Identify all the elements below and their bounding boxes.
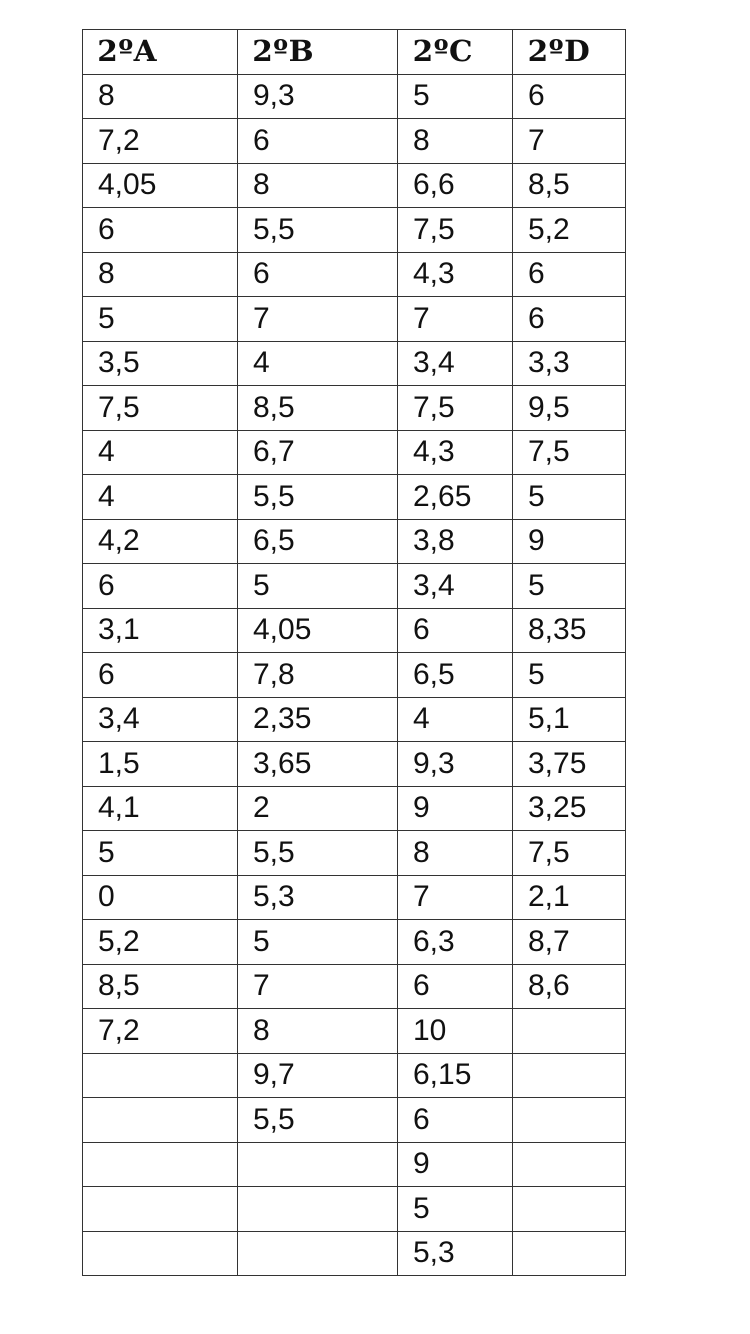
grade-cell-2c: 7 — [398, 297, 513, 342]
grade-cell-2b: 7,8 — [238, 653, 398, 698]
grade-cell-2d: 8,35 — [513, 608, 626, 653]
grade-cell-2a — [83, 1142, 238, 1187]
grade-cell-2b: 5,5 — [238, 475, 398, 520]
grade-cell-2a: 7,2 — [83, 1009, 238, 1054]
grade-cell-2c: 7 — [398, 875, 513, 920]
grades-table — [82, 29, 626, 1276]
grade-cell-2c: 4,3 — [398, 252, 513, 297]
table-row — [83, 786, 626, 831]
table-row — [83, 742, 626, 787]
grade-cell-2c: 5 — [398, 1187, 513, 1232]
grade-cell-2a: 6 — [83, 208, 238, 253]
table-row — [83, 1053, 626, 1098]
grade-cell-2d: 8,7 — [513, 920, 626, 965]
grade-cell-2a: 0 — [83, 875, 238, 920]
grade-cell-2a: 5 — [83, 831, 238, 876]
grade-cell-2d: 2,1 — [513, 875, 626, 920]
table-row — [83, 386, 626, 431]
grade-cell-2b — [238, 1142, 398, 1187]
grade-cell-2a — [83, 1187, 238, 1232]
grade-cell-2d — [513, 1231, 626, 1276]
grade-cell-2b: 2,35 — [238, 697, 398, 742]
grade-cell-2c: 3,8 — [398, 519, 513, 564]
grade-cell-2c: 5,3 — [398, 1231, 513, 1276]
table-row — [83, 1098, 626, 1143]
grade-cell-2c: 3,4 — [398, 564, 513, 609]
grade-cell-2d: 3,3 — [513, 341, 626, 386]
table-row — [83, 252, 626, 297]
table-row — [83, 831, 626, 876]
grade-cell-2a: 8 — [83, 252, 238, 297]
column-header-2c: 2ºC — [396, 30, 513, 75]
grade-cell-2c: 6 — [398, 1098, 513, 1143]
grade-cell-2d: 3,25 — [513, 786, 626, 831]
table-row — [83, 208, 626, 253]
grade-cell-2b: 6,7 — [238, 430, 398, 475]
table-row — [83, 1142, 626, 1187]
grade-cell-2a: 4 — [83, 475, 238, 520]
grade-cell-2b: 6 — [238, 119, 398, 164]
grade-cell-2c: 9 — [398, 786, 513, 831]
table-row — [83, 519, 626, 564]
grade-cell-2c: 7,5 — [398, 208, 513, 253]
grades-sheet — [82, 29, 626, 1276]
grade-cell-2a — [83, 1231, 238, 1276]
grade-cell-2b — [238, 1187, 398, 1232]
grade-cell-2d: 6 — [513, 74, 626, 119]
grade-cell-2a: 4 — [83, 430, 238, 475]
grade-cell-2c: 6,3 — [398, 920, 513, 965]
grade-cell-2b — [238, 1231, 398, 1276]
grade-cell-2c: 6,6 — [398, 163, 513, 208]
grade-cell-2d: 5,2 — [513, 208, 626, 253]
grade-cell-2c: 3,4 — [398, 341, 513, 386]
grade-cell-2a: 8 — [83, 74, 238, 119]
grade-cell-2a: 3,1 — [83, 608, 238, 653]
grade-cell-2a: 8,5 — [83, 964, 238, 1009]
grade-cell-2a: 4,2 — [83, 519, 238, 564]
grades-body — [83, 74, 626, 1276]
grade-cell-2d: 8,6 — [513, 964, 626, 1009]
grade-cell-2b: 7 — [238, 297, 398, 342]
grade-cell-2a: 7,5 — [83, 386, 238, 431]
grade-cell-2c: 4,3 — [398, 430, 513, 475]
table-row — [83, 1009, 626, 1054]
grade-cell-2c: 9 — [398, 1142, 513, 1187]
grade-cell-2d: 5,1 — [513, 697, 626, 742]
column-header-2d: 2ºD — [511, 30, 626, 75]
grade-cell-2a: 4,05 — [83, 163, 238, 208]
grade-cell-2a — [83, 1053, 238, 1098]
table-row — [83, 697, 626, 742]
table-row — [83, 1187, 626, 1232]
grade-cell-2d: 3,75 — [513, 742, 626, 787]
table-row — [83, 119, 626, 164]
grade-cell-2d — [513, 1187, 626, 1232]
table-row — [83, 74, 626, 119]
table-row — [83, 297, 626, 342]
grade-cell-2b: 4 — [238, 341, 398, 386]
grade-cell-2b: 5,5 — [238, 208, 398, 253]
grade-cell-2d — [513, 1009, 626, 1054]
grade-cell-2a: 5,2 — [83, 920, 238, 965]
grade-cell-2b: 9,7 — [238, 1053, 398, 1098]
grade-cell-2b: 5,5 — [238, 831, 398, 876]
table-row — [83, 608, 626, 653]
grade-cell-2c: 6 — [398, 608, 513, 653]
grade-cell-2b: 2 — [238, 786, 398, 831]
grade-cell-2c: 10 — [398, 1009, 513, 1054]
grade-cell-2d: 9,5 — [513, 386, 626, 431]
grade-cell-2c: 8 — [398, 119, 513, 164]
grade-cell-2c: 5 — [398, 74, 513, 119]
grade-cell-2d: 7,5 — [513, 831, 626, 876]
grade-cell-2d: 7,5 — [513, 430, 626, 475]
grade-cell-2a: 6 — [83, 653, 238, 698]
grade-cell-2d: 8,5 — [513, 163, 626, 208]
grade-cell-2a: 6 — [83, 564, 238, 609]
grade-cell-2b: 3,65 — [238, 742, 398, 787]
grade-cell-2d: 5 — [513, 475, 626, 520]
grade-cell-2d: 9 — [513, 519, 626, 564]
grade-cell-2b: 5,3 — [238, 875, 398, 920]
grade-cell-2b: 5,5 — [238, 1098, 398, 1143]
grade-cell-2c: 6,15 — [398, 1053, 513, 1098]
table-row — [83, 1231, 626, 1276]
grade-cell-2a: 7,2 — [83, 119, 238, 164]
grade-cell-2a — [83, 1098, 238, 1143]
grade-cell-2d: 5 — [513, 564, 626, 609]
table-row — [83, 475, 626, 520]
grade-cell-2a: 5 — [83, 297, 238, 342]
table-row — [83, 653, 626, 698]
grade-cell-2b: 8 — [238, 163, 398, 208]
column-header-2b: 2ºB — [236, 30, 399, 75]
grade-cell-2a: 1,5 — [83, 742, 238, 787]
grade-cell-2b: 8 — [238, 1009, 398, 1054]
grade-cell-2b: 5 — [238, 564, 398, 609]
column-header-2a: 2ºA — [81, 30, 239, 75]
grade-cell-2c: 4 — [398, 697, 513, 742]
table-row — [83, 875, 626, 920]
table-row — [83, 341, 626, 386]
header-row — [83, 30, 626, 75]
table-row — [83, 430, 626, 475]
grade-cell-2d — [513, 1142, 626, 1187]
grade-cell-2b: 9,3 — [238, 74, 398, 119]
grade-cell-2d: 7 — [513, 119, 626, 164]
grade-cell-2b: 8,5 — [238, 386, 398, 431]
table-row — [83, 920, 626, 965]
grade-cell-2b: 5 — [238, 920, 398, 965]
grade-cell-2d: 6 — [513, 297, 626, 342]
grade-cell-2c: 6,5 — [398, 653, 513, 698]
grade-cell-2c: 6 — [398, 964, 513, 1009]
grade-cell-2d — [513, 1053, 626, 1098]
grade-cell-2b: 6 — [238, 252, 398, 297]
grade-cell-2c: 7,5 — [398, 386, 513, 431]
table-row — [83, 163, 626, 208]
table-row — [83, 564, 626, 609]
grade-cell-2b: 4,05 — [238, 608, 398, 653]
grade-cell-2a: 3,5 — [83, 341, 238, 386]
grade-cell-2b: 6,5 — [238, 519, 398, 564]
grade-cell-2c: 9,3 — [398, 742, 513, 787]
grade-cell-2d: 5 — [513, 653, 626, 698]
grade-cell-2a: 3,4 — [83, 697, 238, 742]
grade-cell-2c: 8 — [398, 831, 513, 876]
grade-cell-2d: 6 — [513, 252, 626, 297]
grade-cell-2c: 2,65 — [398, 475, 513, 520]
grade-cell-2d — [513, 1098, 626, 1143]
table-row — [83, 964, 626, 1009]
grade-cell-2b: 7 — [238, 964, 398, 1009]
grade-cell-2a: 4,1 — [83, 786, 238, 831]
